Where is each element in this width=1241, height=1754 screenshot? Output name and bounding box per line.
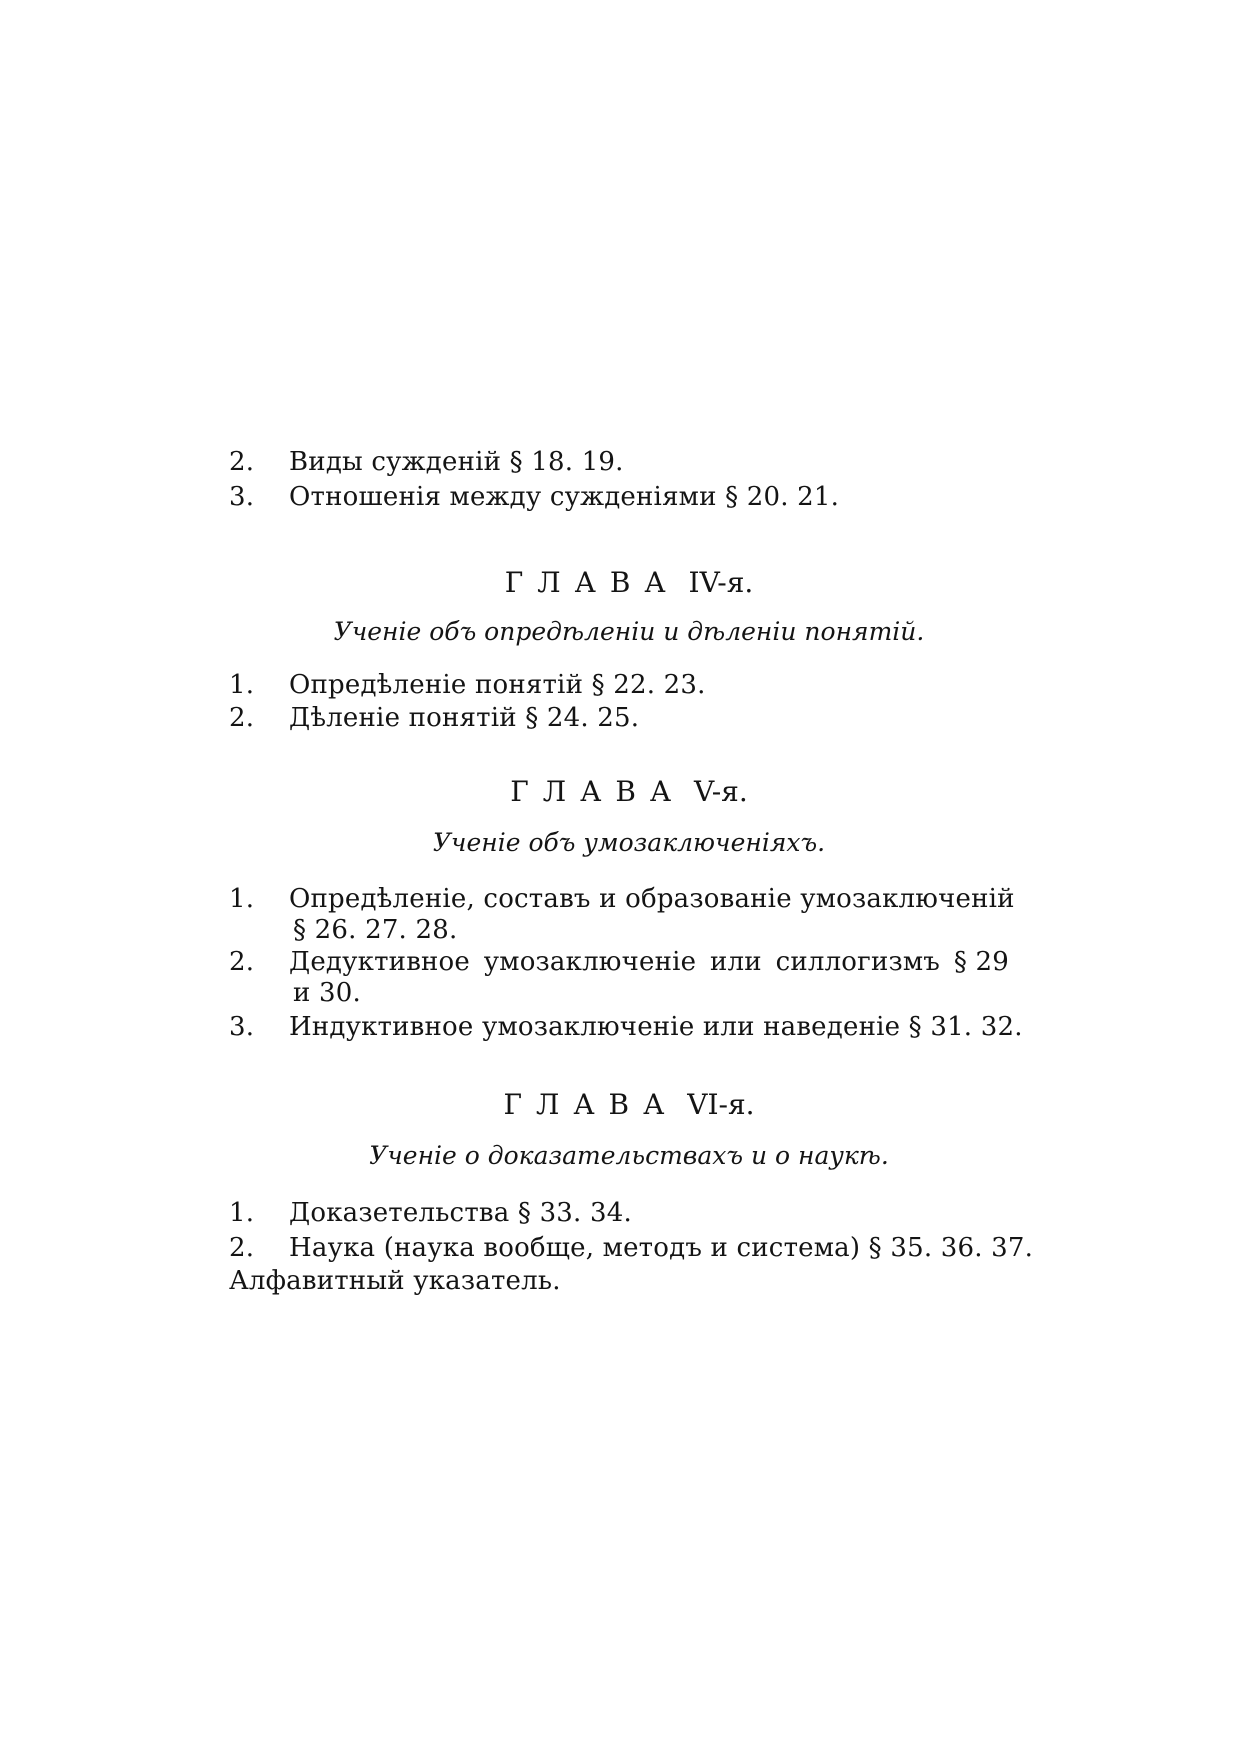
chapter-subtitle: Ученіе объ умозаключеніяхъ.	[432, 828, 826, 857]
toc-item-number: 2.	[229, 947, 255, 977]
toc-item-text: Опредѣленіе понятій § 22. 23.	[289, 670, 706, 700]
chapter-heading-word: ГЛАВА	[504, 566, 680, 599]
chapter-heading-number: V-я.	[694, 775, 748, 808]
toc-item	[229, 1198, 1029, 1228]
toc-item-text	[289, 947, 1009, 977]
toc-item	[229, 1233, 1034, 1263]
toc-item	[229, 703, 1029, 733]
chapter-heading-number: IV-я.	[688, 566, 754, 599]
toc-item-text: Отношенія между сужденіями § 20. 21.	[289, 482, 840, 512]
chapter-heading-word: ГЛАВА	[510, 775, 686, 808]
toc-item-text: Опредѣленіе, составъ и образованіе умозаключеній	[289, 884, 1015, 914]
toc-item-text: Индуктивное умозаключеніе или наведеніе § 31. 32.	[289, 1012, 1023, 1042]
toc-item-number: 1.	[229, 670, 255, 700]
toc-item-word: Дедуктивное	[289, 947, 471, 977]
toc-item-continuation: § 26. 27. 28.	[293, 915, 458, 945]
toc-item-number: 1.	[229, 1198, 255, 1228]
toc-item	[229, 447, 1029, 477]
chapter-subtitle: Ученіе объ опредѣленіи и дѣленіи понятій.	[333, 617, 925, 646]
toc-item-text: Доказетельства § 33. 34.	[289, 1198, 632, 1228]
toc-item	[229, 670, 1029, 700]
toc-item-text: Дѣленіе понятій § 24. 25.	[289, 703, 640, 733]
toc-item-number: 3.	[229, 482, 255, 512]
toc-item	[229, 1012, 1029, 1042]
chapter-heading	[229, 1088, 1029, 1122]
toc-item-number: 2.	[229, 703, 255, 733]
toc-item-number: 2.	[229, 1233, 255, 1263]
toc-item-continuation: и 30.	[293, 978, 361, 1008]
chapter-heading-word: ГЛАВА	[503, 1088, 679, 1121]
toc-item-word: силлогизмъ	[775, 947, 941, 977]
toc-item-number: 2.	[229, 447, 255, 477]
toc-item-text: Виды сужденій § 18. 19.	[289, 447, 624, 477]
chapter-heading	[229, 566, 1029, 600]
toc-item	[229, 482, 1029, 512]
toc-item-number: 1.	[229, 884, 255, 914]
toc-item-text: Наука (наука вообще, методъ и система) § 35. 36. 37.	[289, 1233, 1034, 1263]
chapter-subtitle: Ученіе о доказательствахъ и о наукѣ.	[369, 1141, 889, 1170]
chapter-heading-number: VI-я.	[687, 1088, 755, 1121]
toc-item-word: умозаключеніе	[483, 947, 697, 977]
toc-item-word: или	[710, 947, 762, 977]
toc-item	[229, 884, 1029, 914]
toc-item-number: 3.	[229, 1012, 255, 1042]
toc-item-word: § 29	[953, 947, 1009, 977]
chapter-heading	[229, 775, 1029, 809]
index-entry: Алфавитный указатель.	[229, 1266, 561, 1296]
toc-item	[229, 947, 1029, 977]
